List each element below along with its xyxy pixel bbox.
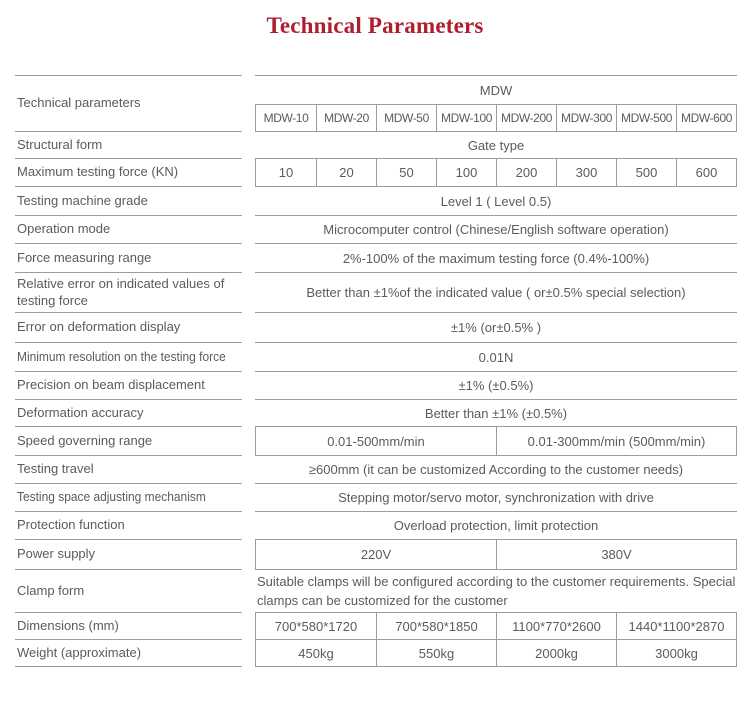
row-value: Overload protection, limit protection xyxy=(255,512,737,540)
cell-value: 220V xyxy=(360,547,392,562)
model-column-header: MDW-200 xyxy=(496,105,556,131)
column-gap xyxy=(242,640,255,667)
column-gap xyxy=(242,613,255,640)
row-value: Better than ±1% (±0.5%) xyxy=(255,400,737,427)
model-column-header: MDW-20 xyxy=(316,105,376,131)
row-values xyxy=(255,640,737,667)
row-label: Testing machine grade xyxy=(15,187,242,216)
row-value: Level 1 ( Level 0.5) xyxy=(255,187,737,216)
column-gap xyxy=(242,570,255,613)
row-label-text: Minimum resolution on the testing force xyxy=(17,348,226,364)
cell-value: 550kg xyxy=(376,640,496,666)
row-label: Error on deformation display xyxy=(15,313,242,343)
row-testing-travel xyxy=(15,456,737,484)
parameters-table xyxy=(15,75,737,667)
row-minimum-resolution xyxy=(15,343,737,372)
column-gap xyxy=(242,456,255,484)
row-dimensions xyxy=(15,613,737,640)
cell-value: 2000kg xyxy=(496,640,616,666)
cell-value: 1100*770*2600 xyxy=(496,613,616,639)
row-label: Clamp form xyxy=(15,570,242,613)
cell-value: 100 xyxy=(436,159,496,186)
column-gap xyxy=(242,132,255,159)
row-max-testing-force xyxy=(15,159,737,187)
cell-value: 10 xyxy=(278,165,294,180)
row-label: Testing travel xyxy=(15,456,242,484)
row-values xyxy=(255,540,737,570)
row-label: Deformation accuracy xyxy=(15,400,242,427)
row-label xyxy=(15,484,242,512)
cell-value: 450kg xyxy=(298,645,334,661)
model-group-header: MDW xyxy=(255,76,737,105)
row-label: Precision on beam displacement xyxy=(15,372,242,400)
column-gap xyxy=(242,427,255,456)
row-value: 2%-100% of the maximum testing force (0.4%-100%) xyxy=(255,244,737,273)
cell-value: 3000kg xyxy=(616,640,736,666)
column-gap xyxy=(242,273,255,313)
row-value: ±1% (or±0.5% ) xyxy=(255,313,737,343)
row-label: Structural form xyxy=(15,132,242,159)
table-header-row xyxy=(15,75,737,132)
row-value: Microcomputer control (Chinese/English software operation) xyxy=(255,216,737,244)
cell-value: 600 xyxy=(676,159,736,186)
row-weight xyxy=(15,640,737,667)
row-machine-grade xyxy=(15,187,737,216)
row-label: Operation mode xyxy=(15,216,242,244)
row-value: 0.01N xyxy=(255,343,737,372)
column-gap xyxy=(242,540,255,570)
column-gap xyxy=(242,187,255,216)
row-protection-function xyxy=(15,512,737,540)
column-gap xyxy=(242,400,255,427)
column-gap xyxy=(242,313,255,343)
row-label: Speed governing range xyxy=(15,427,242,456)
row-label: Power supply xyxy=(15,540,242,570)
row-speed-governing-range xyxy=(15,427,737,456)
row-values xyxy=(255,427,737,456)
row-label xyxy=(15,343,242,372)
column-gap xyxy=(242,343,255,372)
row-label: Force measuring range xyxy=(15,244,242,273)
column-gap xyxy=(242,75,255,132)
row-deformation-display-error xyxy=(15,313,737,343)
corner-label: Technical parameters xyxy=(15,75,242,132)
row-relative-error xyxy=(15,273,737,313)
row-label: Weight (approximate) xyxy=(15,640,242,667)
row-operation-mode xyxy=(15,216,737,244)
row-values xyxy=(255,613,737,640)
row-value: Suitable clamps will be configured according to the customer requirements. Special clamps can be customized for the customer xyxy=(255,570,737,613)
row-clamp-form xyxy=(15,570,737,613)
model-column-header: MDW-10 xyxy=(263,111,309,125)
column-gap xyxy=(242,372,255,400)
column-gap xyxy=(242,512,255,540)
header-content xyxy=(255,75,737,132)
cell-value: 0.01-300mm/min (500mm/min) xyxy=(496,427,736,455)
row-space-adjusting-mechanism xyxy=(15,484,737,512)
cell-value: 20 xyxy=(316,159,376,186)
cell-value: 0.01-500mm/min xyxy=(327,433,425,449)
row-value: Stepping motor/servo motor, synchronization with drive xyxy=(255,484,737,512)
column-gap xyxy=(242,159,255,187)
row-force-measuring-range xyxy=(15,244,737,273)
cell-value: 300 xyxy=(556,159,616,186)
row-value: ±1% (±0.5%) xyxy=(255,372,737,400)
model-column-header: MDW-600 xyxy=(676,105,736,131)
page-title: Technical Parameters xyxy=(266,13,484,38)
model-header-row xyxy=(255,105,737,131)
row-label: Protection function xyxy=(15,512,242,540)
row-label: Maximum testing force (KN) xyxy=(15,159,242,187)
cell-value: 1440*1100*2870 xyxy=(616,613,736,639)
column-gap xyxy=(242,216,255,244)
row-label: Dimensions (mm) xyxy=(15,613,242,640)
row-structural-form xyxy=(15,132,737,159)
row-label-text: Testing space adjusting mechanism xyxy=(17,489,206,505)
cell-value: 700*580*1720 xyxy=(274,618,358,634)
column-gap xyxy=(242,244,255,273)
cell-value: 700*580*1850 xyxy=(376,613,496,639)
row-power-supply xyxy=(15,540,737,570)
cell-value: 200 xyxy=(496,159,556,186)
row-deformation-accuracy xyxy=(15,400,737,427)
model-column-header: MDW-100 xyxy=(436,105,496,131)
model-column-header: MDW-50 xyxy=(376,105,436,131)
row-values xyxy=(255,159,737,187)
row-label: Relative error on indicated values of testing force xyxy=(15,273,242,313)
model-column-header: MDW-300 xyxy=(556,105,616,131)
model-column-header: MDW-500 xyxy=(616,105,676,131)
cell-value: 500 xyxy=(616,159,676,186)
row-value: Better than ±1%of the indicated value ( or±0.5% special selection) xyxy=(255,273,737,313)
column-gap xyxy=(242,484,255,512)
row-value: Gate type xyxy=(255,132,737,159)
row-beam-displacement-precision xyxy=(15,372,737,400)
cell-value: 380V xyxy=(496,540,736,569)
row-value: ≥600mm (it can be customized According to the customer needs) xyxy=(255,456,737,484)
cell-value: 50 xyxy=(376,159,436,186)
